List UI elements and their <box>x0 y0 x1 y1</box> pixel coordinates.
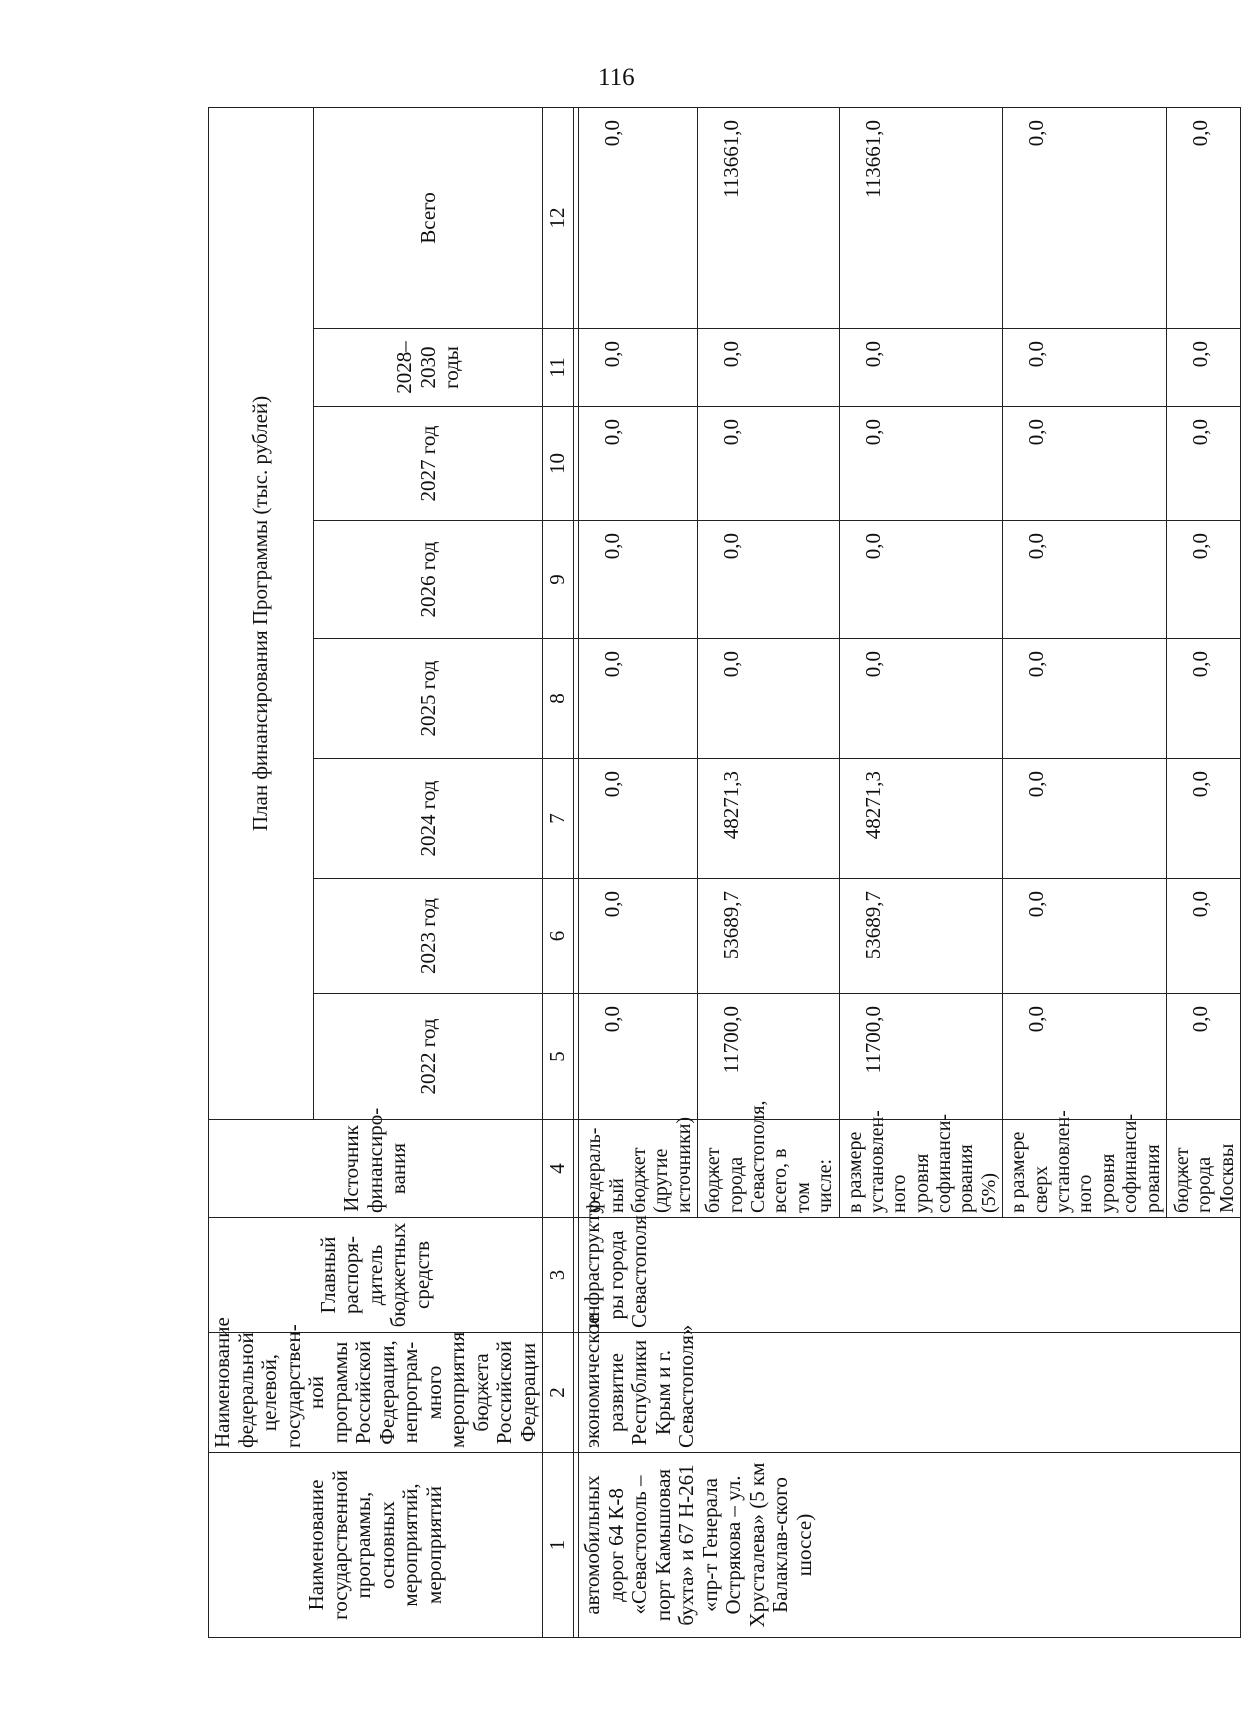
value-cell: 0,0 <box>1166 879 1240 994</box>
header-year-2027: 2027 год <box>314 407 543 521</box>
value-cell: 0,0 <box>698 329 839 407</box>
header-year-2022: 2022 год <box>314 994 543 1120</box>
value-cell: 0,0 <box>579 639 698 759</box>
column-number: 10 <box>543 407 574 521</box>
header-col2: Наименование федеральной целевой, государствен-ной программы Российской Федерации, непрограм-много мероприятия бюджета Российской Федерации <box>209 1333 543 1453</box>
header-total: Всего <box>314 107 543 328</box>
column-number: 4 <box>543 1120 574 1218</box>
value-cell: 11700,0 <box>698 994 839 1120</box>
source-cell: бюджет города Севастополя, всего, в том числе: <box>698 1120 839 1218</box>
value-cell: 0,0 <box>1166 759 1240 879</box>
header-plan: План финансирования Программы (тыс. рублей) <box>209 107 314 1119</box>
value-cell: 0,0 <box>839 639 1003 759</box>
value-cell: 0,0 <box>1003 521 1167 639</box>
value-cell: 0,0 <box>1166 521 1240 639</box>
value-cell: 0,0 <box>1003 879 1167 994</box>
value-cell: 0,0 <box>1003 639 1167 759</box>
page-number: 116 <box>598 64 635 91</box>
value-cell: 0,0 <box>579 407 698 521</box>
header-col3: Главный распоря-дитель бюджетных средств <box>209 1218 543 1333</box>
source-cell: в размере установлен-ного уровня софинанси-рования (5%) <box>839 1120 1003 1218</box>
column-number: 12 <box>543 107 574 328</box>
column-number: 9 <box>543 521 574 639</box>
value-cell: 0,0 <box>1003 107 1167 328</box>
source-cell: бюджет города Москвы <box>1166 1120 1240 1218</box>
value-cell: 0,0 <box>579 329 698 407</box>
value-cell: 0,0 <box>1003 759 1167 879</box>
column-number-row <box>543 107 574 1637</box>
value-cell: 0,0 <box>698 639 839 759</box>
value-cell: 0,0 <box>1003 329 1167 407</box>
header-year-2023: 2023 год <box>314 879 543 994</box>
column-number: 11 <box>543 329 574 407</box>
column-number: 8 <box>543 639 574 759</box>
value-cell: 0,0 <box>1166 407 1240 521</box>
header-year-2024: 2024 год <box>314 759 543 879</box>
value-cell: 48271,3 <box>839 759 1003 879</box>
value-cell: 0,0 <box>698 521 839 639</box>
value-cell: 113661,0 <box>698 107 839 328</box>
header-year-2025: 2025 год <box>314 639 543 759</box>
column-number: 2 <box>543 1333 574 1453</box>
program-name-cell: автомобильных дорог 64 К-8 «Севастополь – порт Камышовая бухта» и 67 Н-261 «пр-т Генерала Острякова – ул. Хрусталева» (5 км Балаклав-ского шоссе) <box>579 1453 1241 1638</box>
column-number: 6 <box>543 879 574 994</box>
column-number: 3 <box>543 1218 574 1333</box>
value-cell: 0,0 <box>1166 107 1240 328</box>
column-number: 5 <box>543 994 574 1120</box>
value-cell: 0,0 <box>579 107 698 328</box>
header-col1: Наименование государственной программы, основных мероприятий, мероприятий <box>209 1453 543 1638</box>
value-cell: 0,0 <box>698 407 839 521</box>
value-cell: 0,0 <box>839 521 1003 639</box>
budget-manager-cell: инфраструкту-ры города Севастополя <box>579 1218 1241 1333</box>
value-cell: 113661,0 <box>839 107 1003 328</box>
value-cell: 0,0 <box>839 329 1003 407</box>
value-cell: 0,0 <box>1166 994 1240 1120</box>
source-cell: федераль-ный бюджет (другие источники) <box>579 1120 698 1218</box>
column-number: 7 <box>543 759 574 879</box>
federal-program-cell: экономическое развитие Республики Крым и г. Севастополя» <box>579 1333 1241 1453</box>
column-number: 1 <box>543 1453 574 1638</box>
header-year-2028-2030: 2028–2030 годы <box>314 329 543 407</box>
value-cell: 0,0 <box>1166 639 1240 759</box>
value-cell: 48271,3 <box>698 759 839 879</box>
value-cell: 53689,7 <box>698 879 839 994</box>
value-cell: 0,0 <box>579 994 698 1120</box>
value-cell: 0,0 <box>579 521 698 639</box>
value-cell: 0,0 <box>579 759 698 879</box>
value-cell: 11700,0 <box>839 994 1003 1120</box>
value-cell: 0,0 <box>839 407 1003 521</box>
source-cell: в размере сверх установлен-ного уровня софинанси-рования <box>1003 1120 1167 1218</box>
header-col4: Источник финансиро-вания <box>209 1120 543 1218</box>
header-year-2026: 2026 год <box>314 521 543 639</box>
financing-table <box>208 107 1241 1638</box>
value-cell: 0,0 <box>1003 407 1167 521</box>
rotated-table-container <box>208 108 1238 1638</box>
value-cell: 0,0 <box>1003 994 1167 1120</box>
value-cell: 0,0 <box>1166 329 1240 407</box>
table-row <box>579 107 698 1637</box>
value-cell: 0,0 <box>579 879 698 994</box>
value-cell: 53689,7 <box>839 879 1003 994</box>
